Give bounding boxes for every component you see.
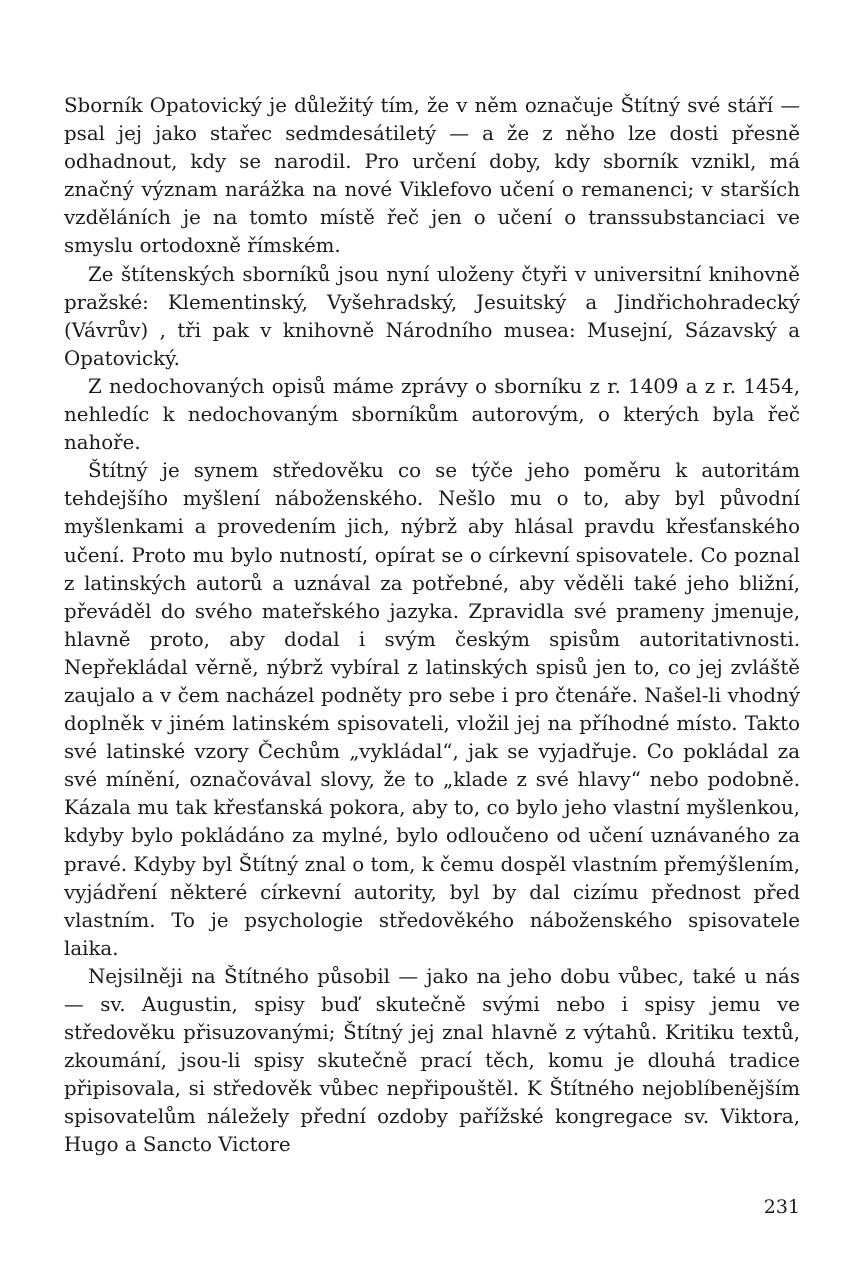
- page-number: 231: [763, 1196, 800, 1218]
- paragraph-1: Sborník Opatovický je důležitý tím, že v něm označuje Štítný své stáří — psal jej jako stařec sedmdesátiletý — a že z něho lze dosti přesně odhadnout, kdy se narodil. Pro určení doby, kdy sborník vznikl, má značný význam narážka na nové Viklefovo učení o remanenci; v starších vzděláních je na tomto místě řeč jen o učení o transsubstanciaci ve smyslu ortodoxně římském.: [64, 94, 800, 258]
- page-body: [64, 92, 800, 1160]
- paragraph-5: Nejsilněji na Štítného působil — jako na jeho dobu vůbec, také u nás — sv. Augustin, spisy buď skutečně svými nebo i spisy jemu ve středověku přisuzovanými; Štítný jej znal hlavně z výtahů. Kritiku textů, zkoumání, jsou-li spisy skutečně prací těch, komu je dlouhá tradice připisovala, si středověk vůbec nepřipouštěl. K Štítného nejoblíbenějším spisovatelům náležely přední ozdoby pařížské kongregace sv. Viktora, Hugo a Sancto Victore: [64, 964, 800, 1157]
- paragraph-4: Štítný je synem středověku co se týče jeho poměru k autoritám tehdejšího myšlení náboženského. Nešlo mu o to, aby byl původní myšlenkami a provedením jich, nýbrž aby hlásal pravdu křesťanského učení. Proto mu bylo nutností, opírat se o církevní spisovatele. Co poznal z latinských autorů a uznával za potřebné, aby věděli také jeho bližní, převáděl do svého mateřského jazyka. Zpravidla své prameny jmenuje, hlavně proto, aby dodal i svým českým spisům autoritativnosti. Nepřekládal věrně, nýbrž vybíral z latinských spisů jen to, co jej zvláště zaujalo a v čem nacházel podněty pro sebe i pro čtenáře. Našel-li vhodný doplněk v jiném latinském spisovateli, vložil jej na příhodné místo. Takto své latinské vzory Čechům „vykládal“, jak se vyjadřuje. Co pokládal za své mínění, označovával slovy, že to „klade z své hlavy“ nebo podobně. Kázala mu tak křesťanská pokora, aby to, co bylo jeho vlastní myšlenkou, kdyby bylo pokládáno za mylné, bylo odloučeno od učení uznávaného za pravé. Kdyby byl Štítný znal o tom, k čemu dospěl vlastním přemýšlením, vyjádření některé církevní autority, byl by dal cizímu přednost před vlastním. To je psychologie středověkého náboženského spisovatele laika.: [64, 459, 800, 960]
- paragraph-3: Z nedochovaných opisů máme zprávy o sborníku z r. 1409 a z r. 1454, nehledíc k nedochovaným sborníkům autorovým, o kterých byla řeč nahoře.: [64, 374, 800, 455]
- paragraph-2: Ze štítenských sborníků jsou nyní uloženy čtyři v universitní knihovně pražské: Klementinský, Vyšehradský, Jesuitský a Jindřichohradecký (Vávrův) , tři pak v knihovně Národního musea: Musejní, Sázavský a Opatovický.: [64, 262, 800, 370]
